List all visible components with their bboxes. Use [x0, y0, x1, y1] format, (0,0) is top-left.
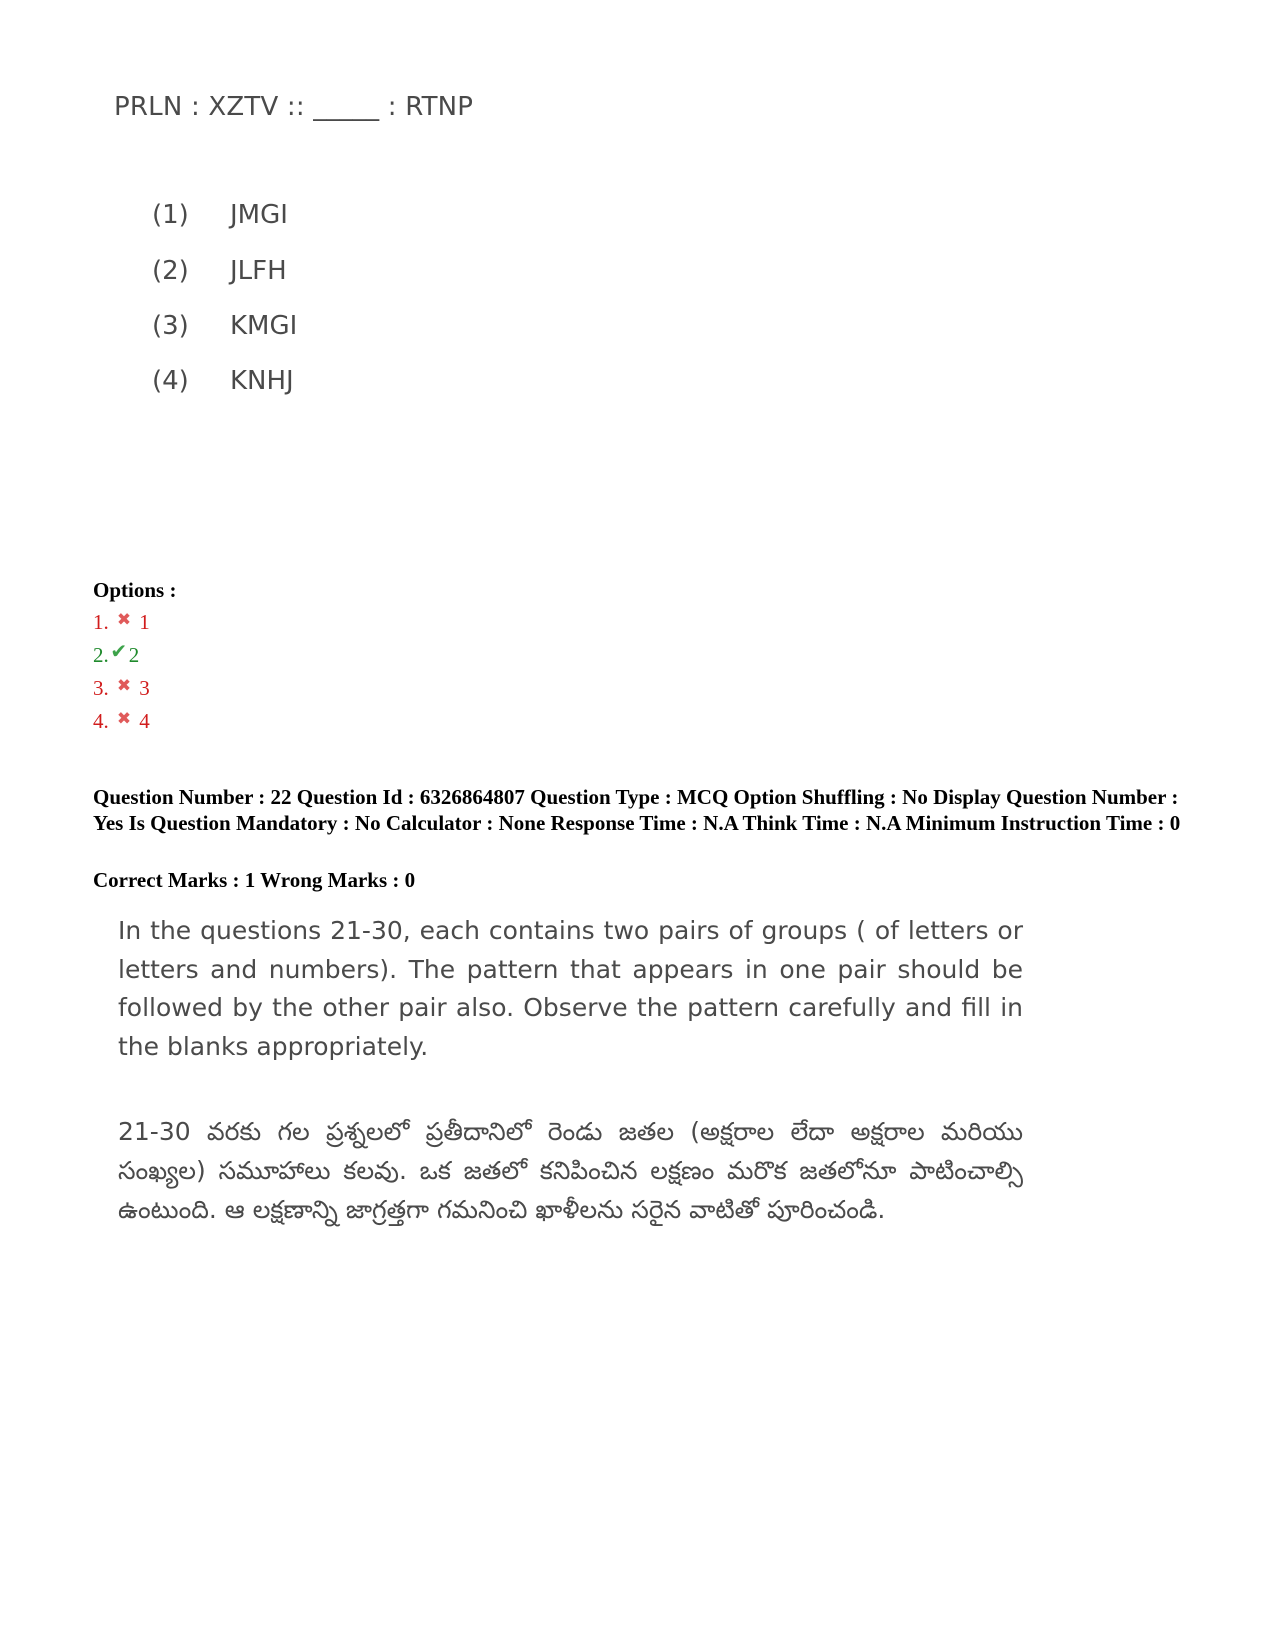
instruction-telugu: 21-30 వరకు గల ప్రశ్నలలో ప్రతీదానిలో రెండు జతల (అక్షరాల లేదా అక్షరాల మరియు సంఖ్యల) సమూహాలు కలవు. ఒక జతలో కనిపించిన లక్షణం మరొక జతలోనూ పాటించాల్సి ఉంటుంది. ఆ లక్షణాన్ని జాగ్రత్తగా గమనించి ఖాళీలను సరైన వాటితో పూరించండి. — [118, 1117, 1023, 1224]
option-value: 1 — [139, 610, 150, 634]
choice-text: JLFH — [230, 256, 287, 286]
cross-icon: ✖ — [116, 676, 132, 696]
option-value: 2 — [128, 643, 140, 667]
cross-icon: ✖ — [116, 610, 132, 630]
choice-text: KMGI — [230, 311, 298, 341]
cross-icon: ✖ — [116, 709, 132, 729]
option-number: 4. — [93, 709, 109, 733]
option-value: 3 — [139, 676, 150, 700]
choice-number: (1) — [152, 200, 189, 230]
option-number: 2. — [93, 643, 109, 667]
choice-1 — [152, 200, 288, 230]
choice-text: JMGI — [230, 200, 288, 230]
option-value: 4 — [139, 709, 150, 733]
question-metadata: Question Number : 22 Question Id : 6326864807 Question Type : MCQ Option Shuffling : No Display Question Number : Yes Is Question Mandatory : No Calculator : None Response Time : N.A Think Time : N.A Minimum Instruction Time : 0 — [93, 785, 1181, 835]
choice-text: KNHJ — [230, 366, 294, 396]
instruction-english: In the questions 21-30, each contains two pairs of groups ( of letters or letters and numbers). The pattern that appears in one pair should be followed by the other pair also. Observe the pattern carefully and fill in the blanks appropriately. — [118, 916, 1023, 1061]
option-2 — [93, 639, 140, 668]
option-number: 3. — [93, 676, 109, 700]
option-1 — [93, 610, 150, 635]
choice-number: (3) — [152, 311, 189, 341]
option-number: 1. — [93, 610, 109, 634]
analogy-question: PRLN : XZTV :: _____ : RTNP — [114, 92, 474, 122]
option-4 — [93, 709, 150, 734]
choice-2 — [152, 256, 287, 286]
marks-info: Correct Marks : 1 Wrong Marks : 0 — [93, 868, 416, 892]
option-3 — [93, 676, 150, 701]
choice-number: (2) — [152, 256, 189, 286]
options-label: Options : — [93, 578, 177, 602]
choice-number: (4) — [152, 366, 189, 396]
check-icon: ✔ — [110, 639, 128, 663]
choice-3 — [152, 311, 297, 341]
choice-4 — [152, 366, 294, 396]
